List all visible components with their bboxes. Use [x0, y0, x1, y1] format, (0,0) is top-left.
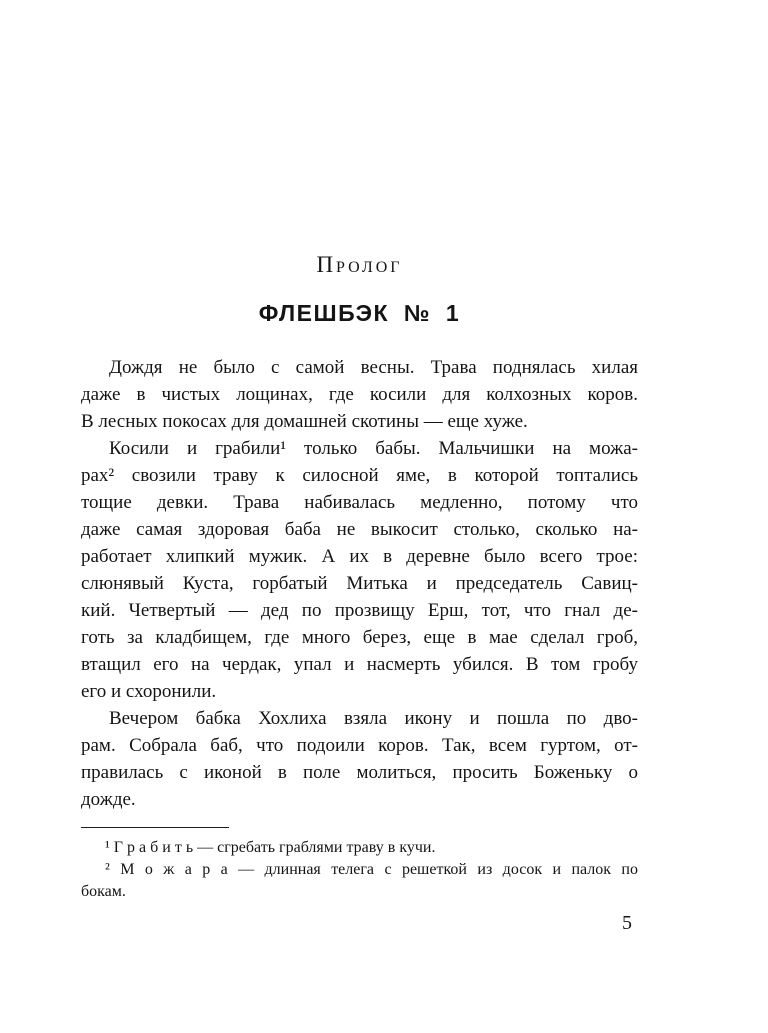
text-line: тощие девки. Трава набивалась медленно, потому что: [81, 492, 638, 513]
text-line: рах² свозили траву к силосной яме, в которой топтались: [81, 465, 638, 486]
footnote-rule: [81, 827, 229, 828]
footnote-line: ¹ Г р а б и т ь — сгребать граблями траву в кучи.: [105, 839, 436, 856]
footnotes: [81, 837, 638, 903]
text-line: дожде.: [81, 789, 136, 810]
text-line: Дождя не было с самой весны. Трава поднялась хилая: [109, 357, 638, 378]
text-line: слюнявый Куста, горбатый Митька и председатель Савиц-: [81, 573, 638, 594]
text-line: Вечером бабка Хохлиха взяла икону и пошла по дво-: [109, 708, 638, 729]
footnote: [81, 859, 638, 903]
text-line: готь за кладбищем, где много берез, еще в мае сделал гроб,: [81, 627, 638, 648]
paragraph: [81, 435, 638, 705]
text-line: рам. Собрала баб, что подоили коров. Так, всем гуртом, от-: [81, 735, 638, 756]
text-line: правилась с иконой в поле молиться, просить Боженьку о: [81, 762, 638, 783]
text-line: втащил его на чердак, упал и насмерть убился. В том гробу: [81, 654, 638, 675]
page-number: 5: [622, 912, 632, 934]
paragraph: [81, 705, 638, 813]
text-line: кий. Четвертый — дед по прозвищу Ерш, тот, что гнал де-: [81, 600, 638, 621]
chapter-heading: ФЛЕШБЭК № 1: [258, 300, 461, 326]
part-heading: Пролог: [316, 252, 403, 277]
text-line: даже в чистых лощинах, где косили для колхозных коров.: [81, 384, 638, 405]
paragraph: [81, 354, 638, 435]
text-line: даже самая здоровая баба не выкосит столько, сколько на-: [81, 519, 638, 540]
text-line: работает хлипкий мужик. А их в деревне было всего трое:: [81, 546, 638, 567]
page-content: [81, 252, 638, 935]
text-line: его и схоронили.: [81, 681, 217, 702]
text-line: Косили и грабили¹ только бабы. Мальчишки на можа-: [109, 438, 638, 459]
footnote: [81, 837, 638, 859]
footnote-line: бокам.: [81, 883, 126, 900]
body-text: [81, 354, 638, 813]
text-line: В лесных покосах для домашней скотины — еще хуже.: [81, 411, 528, 432]
footnote-line: ² М о ж а р а — длинная телега с решеткой из досок и палок по: [105, 861, 638, 878]
